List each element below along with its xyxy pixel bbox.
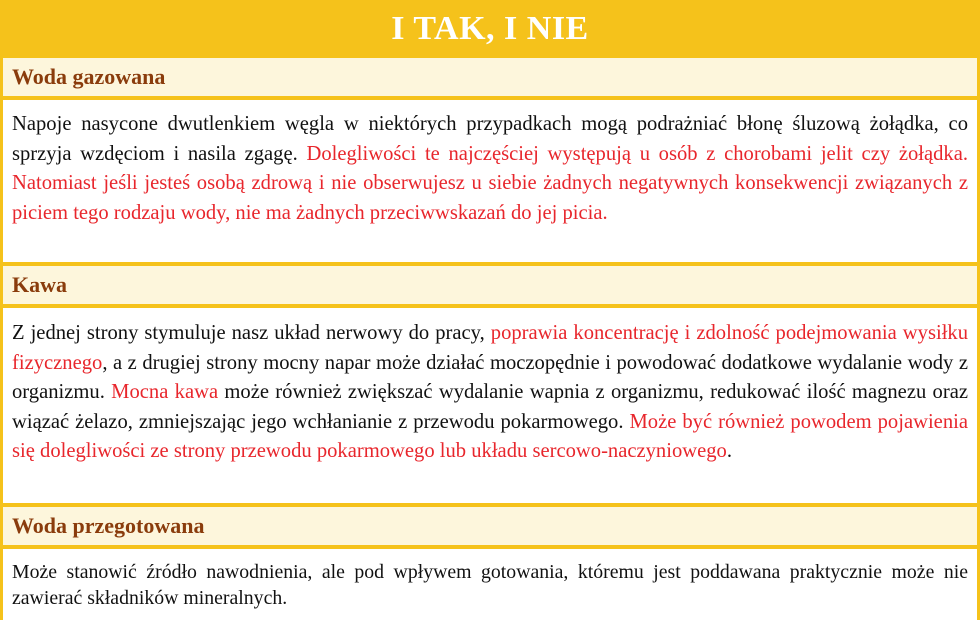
section-heading-coffee: Kawa bbox=[3, 266, 977, 304]
text-highlight: Mocna kawa bbox=[111, 381, 219, 403]
text-plain: , a z drugiej strony mocny napar może działać moczopędnie i powodować dodatkowe wydalanie wody z organizmu. bbox=[12, 351, 968, 403]
text-highlight: Dolegliwości te najczęściej występują u osób z chorobami jelit czy żołądka. Natomiast jeśli jesteś osobą zdrową i nie obserwujesz u siebie żadnych negatywnych konsekwencji związanych z piciem tego rodzaju wody, nie ma żadnych przeciwwskazań do jej picia. bbox=[12, 142, 968, 224]
text-plain: Z jednej strony stymuluje nasz układ nerwowy do pracy, bbox=[12, 322, 491, 344]
text-plain: . bbox=[726, 440, 733, 462]
text-highlight: Może być również powodem pojawienia się dolegliwości ze strony przewodu pokarmowego lub układu sercowo-naczyniowego bbox=[12, 410, 968, 462]
text-plain: Może stanowić źródło nawodnienia, ale pod wpływem gotowania, któremu jest poddawana praktycznie może nie zawierać składników mineralnych. bbox=[12, 561, 968, 609]
section-body-boiled-water bbox=[3, 549, 977, 622]
section-body-coffee bbox=[3, 308, 977, 503]
section-body-sparkling-water bbox=[3, 100, 977, 262]
section-heading-boiled-water: Woda przegotowana bbox=[3, 507, 977, 545]
text-highlight: poprawia koncentrację i zdolność podejmowania wysiłku fizycznego bbox=[12, 322, 969, 374]
section-heading-sparkling-water: Woda gazowana bbox=[3, 58, 977, 96]
text-plain: Napoje nasycone dwutlenkiem węgla w niektórych przypadkach mogą podrażniać błonę śluzową żołądka, co sprzyja wzdęciom i nasila zgagę. bbox=[12, 113, 968, 165]
text-plain: może również zwiększać wydalanie wapnia z organizmu, redukować ilość magnezu oraz wiązać żelazo, zmniejszając jego wchłanianie z przewodu pokarmowego. bbox=[12, 381, 968, 433]
box-title: I TAK, I NIE bbox=[391, 10, 589, 47]
